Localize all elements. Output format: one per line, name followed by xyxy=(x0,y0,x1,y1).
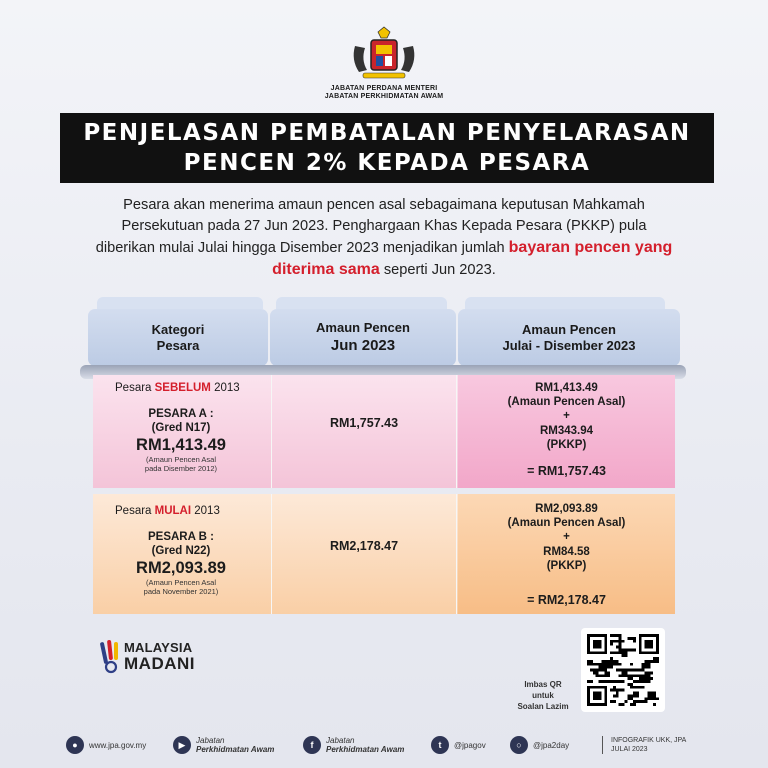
facebook-line2: Perkhidmatan Awam xyxy=(326,745,405,754)
pkkp-amount: RM84.58 xyxy=(543,545,590,558)
retiree-grade: (Gred N22) xyxy=(151,545,211,557)
intro-text-end: seperti Jun 2023. xyxy=(379,262,496,278)
calc-original-amount: RM1,413.49 xyxy=(535,382,598,394)
title-banner xyxy=(60,113,714,183)
original-pension-amount: RM1,413.49 xyxy=(136,436,226,454)
june-cell xyxy=(271,494,457,614)
header-category-line1: Kategori xyxy=(151,321,205,337)
retiree-name: PESARA B : xyxy=(147,531,215,543)
june-pension-amount: RM1,757.43 xyxy=(329,416,399,430)
brand-line-1: MALAYSIA xyxy=(124,640,193,655)
qr-code[interactable] xyxy=(581,628,665,712)
header-jul-dec-line2: Julai - Disember 2023 xyxy=(502,337,636,353)
pkkp-label: (PKKP) xyxy=(546,438,587,451)
header-tab xyxy=(97,297,263,309)
pkkp-amount: RM343.94 xyxy=(539,424,594,437)
footer-website[interactable] xyxy=(66,730,146,760)
jul-dec-cell xyxy=(458,375,675,488)
credit-line1: INFOGRAFIK UKK, JPA xyxy=(611,737,687,744)
website-text: www.jpa.gov.my xyxy=(89,740,147,750)
category-heading-prefix: Pesara xyxy=(115,505,155,517)
intro-paragraph xyxy=(90,195,678,281)
calculation xyxy=(458,502,675,573)
header-category-line2: Pesara xyxy=(156,337,200,353)
table-row xyxy=(93,375,675,488)
footer-facebook[interactable] xyxy=(303,730,404,760)
category-details xyxy=(93,530,269,596)
header-category xyxy=(88,309,268,366)
malaysia-madani-logo xyxy=(100,636,198,676)
footer-twitter[interactable] xyxy=(431,730,486,760)
youtube-icon: ▶ xyxy=(173,736,191,754)
footer-instagram[interactable] xyxy=(510,730,569,760)
facebook-icon: f xyxy=(303,736,321,754)
plus-sign: + xyxy=(563,410,570,423)
table-row xyxy=(93,494,675,614)
original-pension-date: pada November 2021) xyxy=(143,587,219,596)
plus-sign: + xyxy=(563,531,570,544)
header-tab xyxy=(276,297,447,309)
header-tab xyxy=(465,297,665,309)
header-jul-dec-line1: Amaun Pencen xyxy=(522,321,616,337)
june-pension-amount: RM2,178.47 xyxy=(329,539,399,553)
instagram-icon: ○ xyxy=(510,736,528,754)
youtube-text xyxy=(196,736,274,754)
category-details xyxy=(93,407,269,473)
category-heading-keyword: MULAI xyxy=(154,505,192,517)
jul-dec-cell xyxy=(458,494,675,614)
madani-mark xyxy=(100,638,122,674)
brand-line-2: MADANI xyxy=(124,654,195,673)
crest-emblem xyxy=(349,26,419,84)
instagram-text: @jpa2day xyxy=(533,740,570,750)
original-pension-amount: RM2,093.89 xyxy=(136,559,226,577)
june-cell xyxy=(271,375,457,488)
globe-icon: ● xyxy=(66,736,84,754)
calculation xyxy=(458,381,675,452)
youtube-line1: Jabatan xyxy=(196,736,225,745)
original-pension-date: pada Disember 2012) xyxy=(144,464,218,473)
category-heading xyxy=(115,382,240,394)
agency-line-1: JABATAN PERDANA MENTERI xyxy=(330,85,438,92)
youtube-line2: Perkhidmatan Awam xyxy=(196,745,275,754)
total-amount: = RM1,757.43 xyxy=(527,464,606,478)
twitter-icon: t xyxy=(431,736,449,754)
original-pension-note: (Amaun Pencen Asal xyxy=(145,455,217,464)
title-line-1: PENJELASAN PEMBATALAN PENYELARASAN xyxy=(83,120,691,146)
category-heading-year: 2013 xyxy=(191,505,220,517)
category-cell xyxy=(93,375,269,488)
title-line-2: PENCEN 2% KEPADA PESARA xyxy=(183,150,591,176)
calc-original-label: (Amaun Pencen Asal) xyxy=(507,396,626,409)
calc-original-label: (Amaun Pencen Asal) xyxy=(507,517,626,530)
credit-block xyxy=(602,736,686,754)
retiree-grade: (Gred N17) xyxy=(151,422,211,434)
header-jul-dec xyxy=(458,309,680,366)
qr-caption-line2: untuk xyxy=(532,691,554,700)
twitter-text: @jpagov xyxy=(454,740,486,750)
calc-original-amount: RM2,093.89 xyxy=(535,503,598,515)
qr-caption xyxy=(513,679,573,712)
original-pension-note: (Amaun Pencen Asal xyxy=(145,578,217,587)
footer-youtube[interactable] xyxy=(173,730,274,760)
qr-caption-line3: Soalan Lazim xyxy=(517,702,569,711)
facebook-text xyxy=(326,736,404,754)
intro-highlight: bayaran pencen yang diterima sama xyxy=(272,239,673,278)
qr-caption-line1: Imbas QR xyxy=(524,680,562,689)
category-heading-year: 2013 xyxy=(210,382,240,394)
total-amount: = RM2,178.47 xyxy=(527,593,606,607)
agency-names xyxy=(0,85,768,101)
retiree-name: PESARA A : xyxy=(148,408,214,420)
header-june-line2: Jun 2023 xyxy=(330,337,396,354)
pkkp-label: (PKKP) xyxy=(546,559,587,572)
category-heading xyxy=(115,505,220,517)
intro-text: Pesara akan menerima amaun pencen asal sebagaimana keputusan Mahkamah Persekutuan pada 27 Jun 2023. Penghargaan Khas Kepada Pesara (PKKP) pula diberikan mulai Julai hingga Disember 2023 menjadikan jumlah xyxy=(95,197,647,256)
category-heading-prefix: Pesara xyxy=(115,382,155,394)
qr-code-pattern xyxy=(587,634,659,706)
facebook-line1: Jabatan xyxy=(326,736,355,745)
credit-line2: JULAI 2023 xyxy=(611,746,648,753)
category-heading-keyword: SEBELUM xyxy=(154,382,211,394)
header-june xyxy=(270,309,456,366)
agency-line-2: JABATAN PERKHIDMATAN AWAM xyxy=(324,93,444,100)
category-cell xyxy=(93,494,269,614)
header-june-line1: Amaun Pencen xyxy=(316,320,410,335)
